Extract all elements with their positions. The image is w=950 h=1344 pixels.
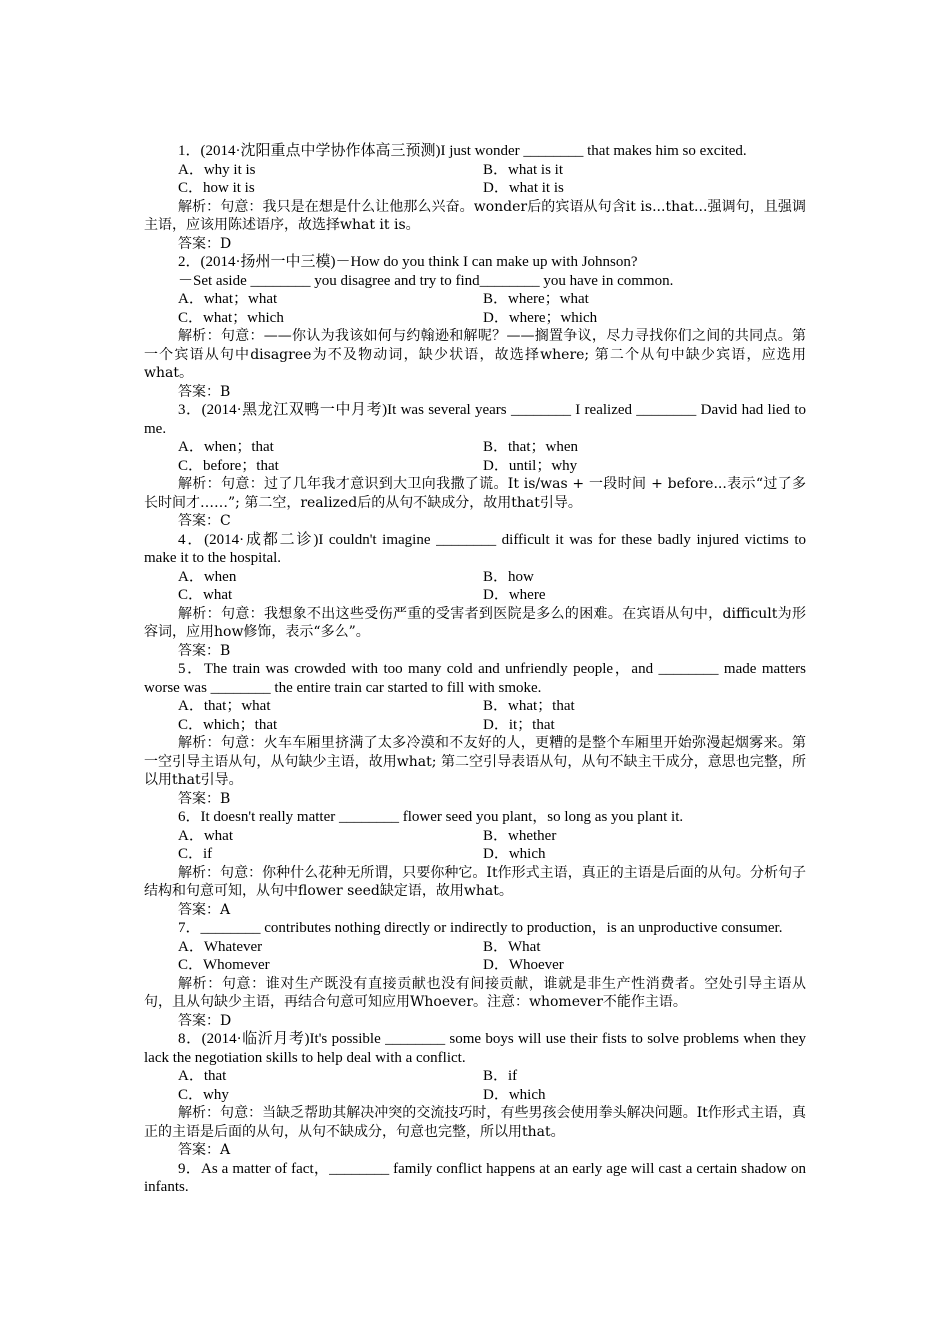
options-grid	[144, 438, 806, 475]
option-a: A．when	[178, 568, 237, 585]
answer-text: 答案：B	[178, 790, 231, 807]
option-b: B．What	[483, 938, 541, 955]
question-stem: 3．(2014·黑龙江双鸭一中月考)It was several years ________ I realized ________ David had lied to me.	[144, 402, 806, 437]
option-c: C．before；that	[178, 457, 279, 474]
option-b: B．if	[483, 1068, 518, 1084]
option-c: C．what；which	[178, 309, 284, 326]
analysis-text: 解析：句意：谁对生产既没有直接贡献也没有间接贡献，谁就是非生产性消费者。空处引导主语从句，且从句缺少主语，再结合句意可知应用Whoever。注意：whomever不能作主语。	[144, 975, 806, 1010]
option-b: B．how	[483, 568, 534, 585]
answer-text: 答案：C	[178, 513, 231, 529]
question-block	[144, 1030, 806, 1160]
analysis-text: 解析：句意：过了几年我才意识到大卫向我撒了谎。It is/was + 一段时间 + before...表示“过了多长时间才……”; 第二空，realized后的从句不缺成分，故用that引导。	[144, 476, 806, 511]
question-block	[144, 142, 806, 253]
option-a: A．what	[178, 827, 233, 844]
question-block	[144, 531, 806, 661]
question-stem: 5．The train was crowded with too many cold and unfriendly people，and ________ made matters worse was ________ the entire train car started to fill with smoke.	[144, 661, 806, 696]
analysis-text: 解析：句意：当缺乏帮助其解决冲突的交流技巧时，有些男孩会使用拳头解决问题。It作形式主语，真正的主语是后面的从句，从句不缺成分，句意也完整，所以用that。	[144, 1105, 806, 1140]
options-grid	[144, 161, 806, 198]
option-a: A．when；that	[178, 439, 274, 455]
options-grid	[144, 697, 806, 734]
option-a: A．what；what	[178, 291, 278, 307]
options-grid	[144, 938, 806, 975]
exercise-page	[144, 142, 806, 1197]
option-c: C．what	[178, 587, 233, 603]
option-b: B．where；what	[483, 291, 589, 307]
question-stem: 9．As a matter of fact，________ family conflict happens at an early age will cast a certain shadow on infants.	[144, 1160, 806, 1195]
option-a: A．that；what	[178, 698, 271, 714]
option-d: D．where；which	[483, 309, 598, 326]
option-d: D．what it is	[483, 180, 564, 196]
answer-text: 答案：B	[178, 383, 231, 400]
options-grid	[144, 568, 806, 605]
answer-text: 答案：D	[178, 235, 232, 252]
option-c: C．if	[178, 846, 213, 862]
option-d: D．until；why	[483, 457, 578, 474]
question-block	[144, 660, 806, 808]
question-block	[144, 253, 806, 401]
answer-text: 答案：D	[178, 1012, 232, 1029]
question-stem: 8．(2014·临沂月考)It's possible ________ some boys will use their fists to solve problems when they lack the negotiation skills to help deal with a conflict.	[144, 1031, 806, 1066]
analysis-text: 解析：句意：我只是在想是什么让他那么兴奋。wonder后的宾语从句含it is...that...强调句，且强调主语，应该用陈述语序，故选择what it is。	[144, 198, 806, 233]
options-grid	[144, 1067, 806, 1104]
option-b: B．that；when	[483, 439, 578, 455]
option-a: A．why it is	[178, 161, 256, 178]
option-a: A．that	[178, 1068, 227, 1084]
question-stem: 7．________ contributes nothing directly or indirectly to production，is an unproductive consumer.	[178, 920, 783, 936]
options-grid	[144, 827, 806, 864]
answer-text: 答案：A	[178, 901, 231, 918]
option-d: D．it；that	[483, 716, 555, 733]
question-block	[144, 1160, 806, 1197]
question-stem: 2．(2014·扬州一中三模)－How do you think I can make up with Johnson?	[178, 254, 638, 270]
analysis-text: 解析：句意：火车车厢里挤满了太多冷漠和不友好的人，更糟的是整个车厢里开始弥漫起烟雾来。第一空引导主语从句，从句缺少主语，故用what; 第二空引导表语从句，从句不缺主干成分，意思也完整，所以用that引导。	[144, 735, 806, 788]
question-stem-line-2: －Set aside ________ you disagree and try to find________ you have in common.	[178, 272, 674, 289]
option-c: C．how it is	[178, 180, 255, 196]
option-d: D．which	[483, 1086, 546, 1103]
analysis-text: 解析：句意：我想象不出这些受伤严重的受害者到医院是多么的困难。在宾语从句中，difficult为形容词，应用how修饰，表示“多么”。	[144, 605, 806, 640]
answer-text: 答案：B	[178, 642, 231, 659]
option-c: C．Whomever	[178, 957, 270, 973]
question-block	[144, 808, 806, 919]
question-block	[144, 919, 806, 1030]
option-d: D．where	[483, 587, 546, 603]
option-a: A．Whatever	[178, 938, 263, 955]
option-b: B．what is it	[483, 161, 564, 178]
option-c: C．why	[178, 1086, 229, 1103]
option-c: C．which；that	[178, 716, 278, 733]
option-d: D．Whoever	[483, 957, 564, 973]
analysis-text: 解析：句意：你种什么花种无所谓，只要你种它。It作形式主语，真正的主语是后面的从句。分析句子结构和句意可知，从句中flower seed缺定语，故用what。	[144, 864, 806, 899]
question-stem: 6．It doesn't really matter ________ flower seed you plant，so long as you plant it.	[178, 809, 684, 825]
answer-text: 答案：A	[178, 1142, 231, 1158]
option-d: D．which	[483, 846, 546, 862]
question-stem: 4．(2014·成都二诊)I couldn't imagine ________ difficult it was for these badly injured victims to make it to the hospital.	[144, 531, 806, 566]
option-b: B．whether	[483, 827, 557, 844]
question-block	[144, 401, 806, 531]
options-grid	[144, 290, 806, 327]
analysis-text: 解析：句意：——你认为我该如何与约翰逊和解呢？——搁置争议，尽力寻找你们之间的共同点。第一个宾语从句中disagree为不及物动词，缺少状语，故选择where; 第二个从句中缺少宾语，应选用what。	[144, 328, 806, 381]
option-b: B．what；that	[483, 698, 575, 714]
question-stem: 1．(2014·沈阳重点中学协作体高三预测)I just wonder ________ that makes him so excited.	[178, 143, 747, 159]
